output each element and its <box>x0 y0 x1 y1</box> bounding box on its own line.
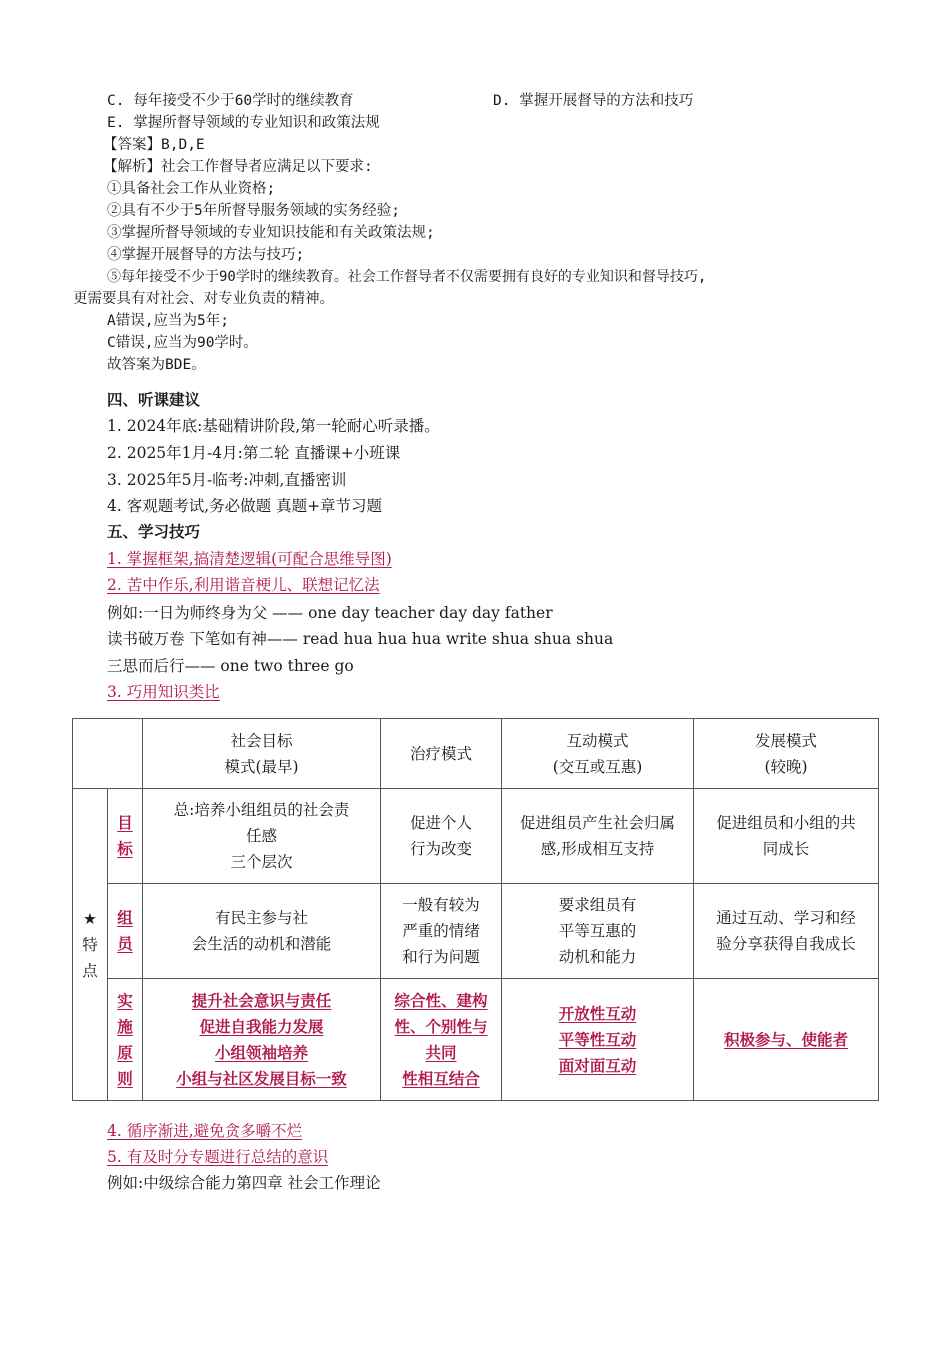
example-3: 三思而后行—— one two three go <box>107 657 354 675</box>
point-2: ②具有不少于5年所督导服务领域的实务经验; <box>107 203 400 219</box>
answer: 【答案】B,D,E <box>103 137 205 153</box>
model-comparison-table <box>72 718 879 1101</box>
option-e: E. 掌握所督导领域的专业知识和政策法规 <box>107 115 380 131</box>
tip-2: 2. 苦中作乐,利用谐音梗儿、联想记忆法 <box>107 576 380 594</box>
cell-goal-treatment: 促进个人 行为改变 <box>381 789 502 884</box>
header-empty-cell <box>73 719 143 789</box>
cell-principle-development: 积极参与、使能者 <box>694 979 879 1101</box>
example-2: 读书破万卷 下笔如有神—— read hua hua hua write shua shua shua <box>107 630 614 648</box>
point-1: ①具备社会工作从业资格; <box>107 181 276 197</box>
tip-3: 3. 巧用知识类比 <box>107 683 220 701</box>
cell-principle-interaction: 开放性互动 平等性互动 面对面互动 <box>502 979 694 1101</box>
option-d: D. 掌握开展督导的方法和技巧 <box>493 93 694 109</box>
tip-5: 5. 有及时分专题进行总结的意识 <box>107 1148 329 1166</box>
section4-item-2: 2. 2025年1月-4月:第二轮 直播课+小班课 <box>107 444 401 462</box>
cell-member-treatment: 一般有较为 严重的情绪 和行为问题 <box>381 884 502 979</box>
example-1: 例如:一日为师终身为父 —— one day teacher day day father <box>107 604 553 622</box>
cell-goal-social: 总:培养小组组员的社会责 任感 三个层次 <box>143 789 381 884</box>
header-treatment-model: 治疗模式 <box>381 719 502 789</box>
point-4: ④掌握开展督导的方法与技巧; <box>107 247 305 263</box>
section4-item-3: 3. 2025年5月-临考:冲刺,直播密训 <box>107 471 347 489</box>
row-label-goal: 目 标 <box>108 789 143 884</box>
point-3: ③掌握所督导领域的专业知识技能和有关政策法规; <box>107 225 435 241</box>
point-5: ⑤每年接受不少于90学时的继续教育。社会工作督导者不仅需要拥有良好的专业知识和督导技巧, <box>107 269 707 285</box>
section4-item-1: 1. 2024年底:基础精讲阶段,第一轮耐心听录播。 <box>107 417 440 435</box>
tip-4: 4. 循序渐进,避免贪多嚼不烂 <box>107 1122 303 1140</box>
header-social-goal-model: 社会目标 模式(最早) <box>143 719 381 789</box>
point-5-cont: 更需要具有对社会、对专业负责的精神。 <box>73 291 334 307</box>
table-header-row <box>73 719 879 789</box>
header-development-model: 发展模式 (较晚) <box>694 719 879 789</box>
tip-1: 1. 掌握框架,搞清楚逻辑(可配合思维导图) <box>107 550 392 568</box>
section4-title: 四、听课建议 <box>107 390 201 409</box>
c-wrong: C错误,应当为90学时。 <box>107 335 258 351</box>
section5-title: 五、学习技巧 <box>107 522 201 541</box>
cell-member-interaction: 要求组员有 平等互惠的 动机和能力 <box>502 884 694 979</box>
a-wrong: A错误,应当为5年; <box>107 313 229 329</box>
conclusion: 故答案为BDE。 <box>107 357 206 373</box>
cell-principle-social: 提升社会意识与责任 促进自我能力发展 小组领袖培养 小组与社区发展目标一致 <box>143 979 381 1101</box>
cell-principle-treatment: 综合性、建构 性、个别性与 共同 性相互结合 <box>381 979 502 1101</box>
cell-goal-interaction: 促进组员产生社会归属 感,形成相互支持 <box>502 789 694 884</box>
cell-goal-development: 促进组员和小组的共 同成长 <box>694 789 879 884</box>
section4-item-4: 4. 客观题考试,务必做题 真题+章节习题 <box>107 497 383 515</box>
analysis-title: 【解析】社会工作督导者应满足以下要求: <box>103 159 373 175</box>
row-label-principle: 实 施 原 则 <box>108 979 143 1101</box>
example-4: 例如:中级综合能力第四章 社会工作理论 <box>107 1174 381 1192</box>
table-row-principle <box>73 979 879 1101</box>
table-row-goal <box>73 789 879 884</box>
option-c: C. 每年接受不少于60学时的继续教育 <box>107 93 354 109</box>
cell-member-development: 通过互动、学习和经 验分享获得自我成长 <box>694 884 879 979</box>
row-label-member: 组 员 <box>108 884 143 979</box>
cell-member-social: 有民主参与社 会生活的动机和潜能 <box>143 884 381 979</box>
table-row-member <box>73 884 879 979</box>
header-interaction-model: 互动模式 (交互或互惠) <box>502 719 694 789</box>
feature-label: ★ 特 点 <box>73 789 108 1101</box>
